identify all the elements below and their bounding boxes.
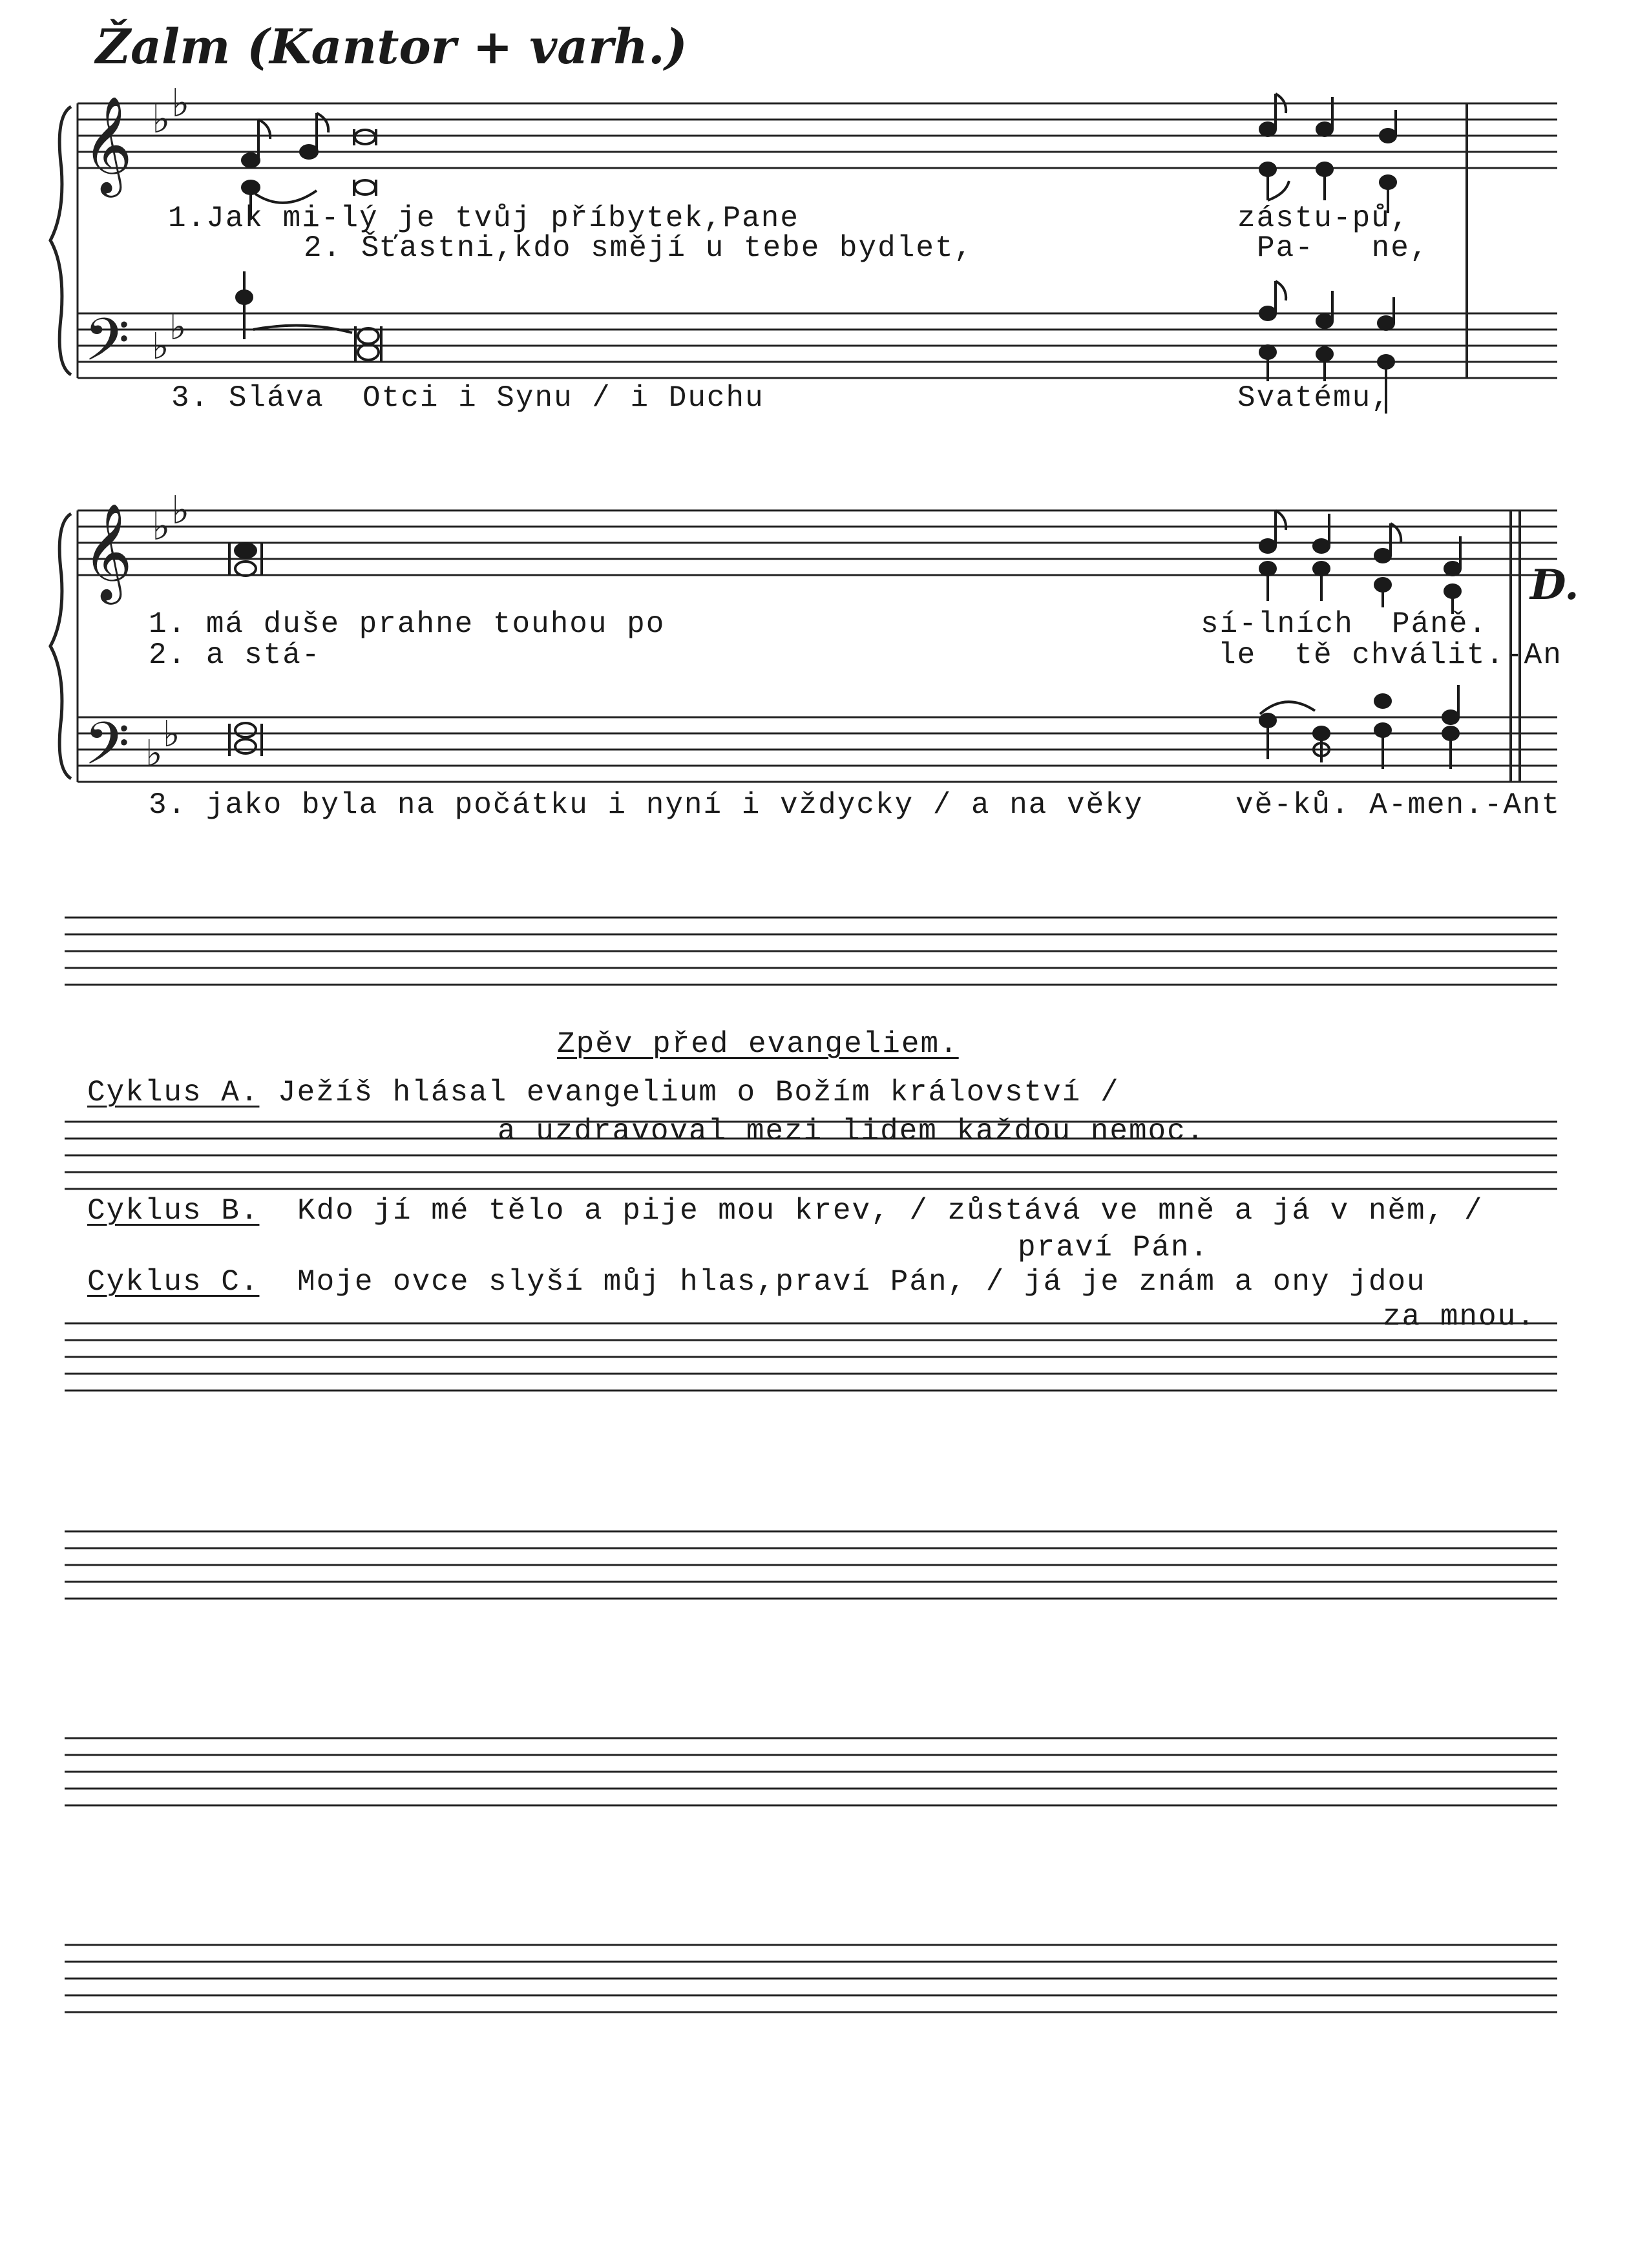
system-2-brace	[50, 514, 71, 779]
empty-staff-3	[65, 1323, 1557, 1391]
flat-1b: ♭	[171, 81, 190, 126]
empty-staff-1	[65, 918, 1557, 985]
flat-2b: ♭	[171, 488, 190, 533]
cycle-a-line1: Ježíš hlásal evangelium o Božím království /	[278, 1076, 1120, 1109]
s2-verse3-start: 3. jako byla na počátku i nyní i vždycky / a na věky	[149, 788, 1144, 822]
s2-verse2-start: 2. a stá-	[149, 638, 321, 672]
cycle-a-line2: a uzdravoval mezi lidem každou nemoc.	[498, 1115, 1206, 1148]
flat-2d: ♭	[163, 713, 180, 755]
flat-1d: ♭	[169, 306, 187, 348]
flat-2c: ♭	[145, 733, 163, 775]
flat-1a: ♭	[152, 97, 171, 142]
flat-1c: ♭	[152, 326, 169, 368]
empty-staff-5	[65, 1738, 1557, 1805]
s1-verse3-start: 3. Sláva Otci i Synu / i Duchu	[171, 381, 764, 415]
empty-staff-6	[65, 1945, 1557, 2012]
cycle-b-line1: Kdo jí mé tělo a pije mou krev, / zůstává ve mně a já v něm, /	[297, 1194, 1484, 1228]
s1-verse2-end: Pa- ne,	[1257, 231, 1429, 265]
cycle-c-line2: za mnou.	[1383, 1300, 1536, 1334]
s1-verse3-end: Svatému,	[1237, 381, 1391, 415]
bass-clef-1: 𝄢	[84, 306, 130, 388]
treble-clef-2: 𝄞	[83, 502, 132, 600]
s1-verse1-start: 1.Jak mi-lý je tvůj příbytek,Pane	[168, 202, 799, 235]
s2-verse1-end: sí-lních Páně.	[1201, 607, 1488, 641]
cycle-a-label: Cyklus A.	[87, 1076, 260, 1109]
da-capo-mark: D.	[1530, 561, 1579, 609]
cycle-c-label: Cyklus C.	[87, 1265, 260, 1299]
system-1-brace	[50, 107, 71, 375]
s2-verse2-end: le tě chválit.-An	[1218, 638, 1562, 672]
s2-verse1-start: 1. má duše prahne touhou po	[149, 607, 666, 641]
flat-2a: ♭	[152, 504, 171, 549]
cycle-c-line1: Moje ovce slyší můj hlas,praví Pán, / já je znám a ony jdou	[297, 1265, 1426, 1299]
s2-verse3-end: vě-ků. A-men.-Ant	[1235, 788, 1561, 822]
treble-clef-1: 𝄞	[83, 95, 132, 193]
handwritten-heading: Žalm (Kantor + varh.)	[96, 19, 688, 75]
empty-staff-4	[65, 1531, 1557, 1599]
cycle-b-line2: praví Pán.	[1018, 1231, 1210, 1265]
s1-verse1-end: zástu-pů,	[1237, 202, 1410, 235]
cycle-b-label: Cyklus B.	[87, 1194, 260, 1228]
s1-verse2-start: 2. Šťastni,kdo smějí u tebe bydlet,	[304, 231, 974, 265]
gospel-title: Zpěv před evangeliem.	[557, 1027, 959, 1061]
bass-clef-2: 𝄢	[84, 709, 130, 792]
